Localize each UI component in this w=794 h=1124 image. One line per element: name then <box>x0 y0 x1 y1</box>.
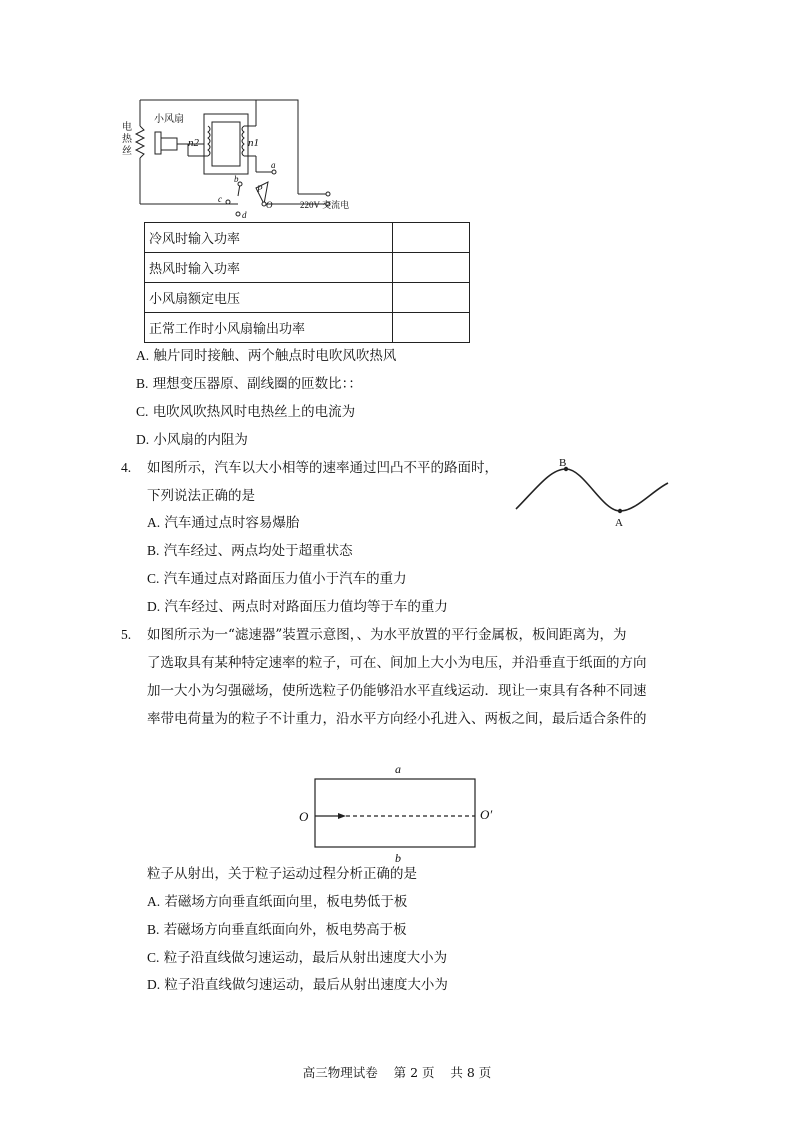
q4-option-c: C. 汽车通过点对路面压力值小于汽车的重力 <box>147 571 407 587</box>
contact-d-label: d <box>242 210 247 220</box>
point-a-label: A <box>615 517 623 529</box>
q5-option-c: C. 粒子沿直线做匀速运动，最后从射出速度大小为 <box>147 950 448 966</box>
q5-stem-line-1: 如图所示为一“滤速器”装置示意图，、为水平放置的平行金属板，板间距离为，为 <box>147 627 627 643</box>
q3-option-d: D. 小风扇的内阻为 <box>136 432 248 448</box>
n2-label: n2 <box>188 137 199 149</box>
q3-option-c: C. 电吹风吹热风时电热丝上的电流为 <box>136 404 356 420</box>
plate-a-label: a <box>395 762 401 776</box>
point-a-marker <box>618 509 622 513</box>
supply-label: 220V 交流电 <box>300 200 350 210</box>
table-row <box>145 313 470 343</box>
q4-stem-line-1: 如图所示，汽车以大小相等的速率通过凹凸不平的路面时， <box>147 460 498 476</box>
plate-b-label: b <box>395 851 401 865</box>
hole-o-prime-label: O′ <box>480 807 493 822</box>
table-cell-value <box>393 253 470 283</box>
q5-stem-line-2: 了选取具有某种特定速率的粒子，可在、间加上大小为电压，并沿垂直于纸面的方向 <box>147 655 647 671</box>
q5-option-d: D. 粒子沿直线做匀速运动，最后从射出速度大小为 <box>147 977 448 993</box>
table-cell-value <box>393 223 470 253</box>
q4-option-b: B. 汽车经过、两点均处于超重状态 <box>147 543 353 559</box>
hair-dryer-circuit-diagram <box>118 96 368 222</box>
q5-option-b: B. 若磁场方向垂直纸面向外，板电势高于板 <box>147 922 407 938</box>
q5-stem-after: 粒子从射出，关于粒子运动过程分析正确的是 <box>147 866 417 882</box>
table-cell-label: 冷风时输入功率 <box>145 223 393 253</box>
heater-label-1: 电 <box>122 122 132 133</box>
plates-outline <box>315 779 475 847</box>
table-cell-value <box>393 313 470 343</box>
q4-option-d: D. 汽车经过、两点时对路面压力值均等于车的重力 <box>147 599 448 615</box>
table-cell-value <box>393 283 470 313</box>
hole-o-label: O <box>299 809 309 824</box>
n1-label: n1 <box>248 137 259 149</box>
switch-o-label: O <box>266 200 273 210</box>
q5-stem-line-4: 率带电荷量为的粒子不计重力，沿水平方向经小孔进入、两板之间，最后适合条件的 <box>147 711 647 727</box>
table-cell-label: 热风时输入功率 <box>145 253 393 283</box>
heater-label-3: 丝 <box>122 146 132 157</box>
entry-arrow-icon <box>338 813 346 819</box>
table-cell-label: 小风扇额定电压 <box>145 283 393 313</box>
table-row <box>145 223 470 253</box>
spec-table <box>144 222 470 343</box>
point-b-label: B <box>559 457 567 469</box>
q5-option-a: A. 若磁场方向垂直纸面向里，板电势低于板 <box>147 894 408 910</box>
contact-b-label: b <box>234 174 239 184</box>
table-row <box>145 283 470 313</box>
q5-number: 5. <box>121 627 132 642</box>
table-row <box>145 253 470 283</box>
q4-option-a: A. 汽车通过点时容易爆胎 <box>147 515 300 531</box>
switch-p-label: P <box>257 184 263 194</box>
q3-option-a: A. 触片同时接触、两个触点时电吹风吹热风 <box>136 348 397 364</box>
q4-number: 4. <box>121 460 132 475</box>
q5-stem-line-3: 加一大小为匀强磁场，使所选粒子仍能够沿水平直线运动．现让一束具有各种不同速 <box>147 683 647 699</box>
heater-label-2: 热 <box>122 134 132 145</box>
q3-option-b: B. 理想变压器原、副线圈的匝数比：： <box>136 376 362 392</box>
contact-a-label: a <box>271 160 276 170</box>
table-cell-label: 正常工作时小风扇输出功率 <box>145 313 393 343</box>
contact-c-label: c <box>218 194 222 204</box>
road-profile-figure <box>510 455 674 531</box>
page-footer: 高三物理试卷 第 2 页 共 8 页 <box>302 1065 492 1080</box>
velocity-filter-figure <box>292 758 512 866</box>
fan-label: 小风扇 <box>154 114 184 125</box>
q4-stem-line-2: 下列说法正确的是 <box>147 488 255 504</box>
